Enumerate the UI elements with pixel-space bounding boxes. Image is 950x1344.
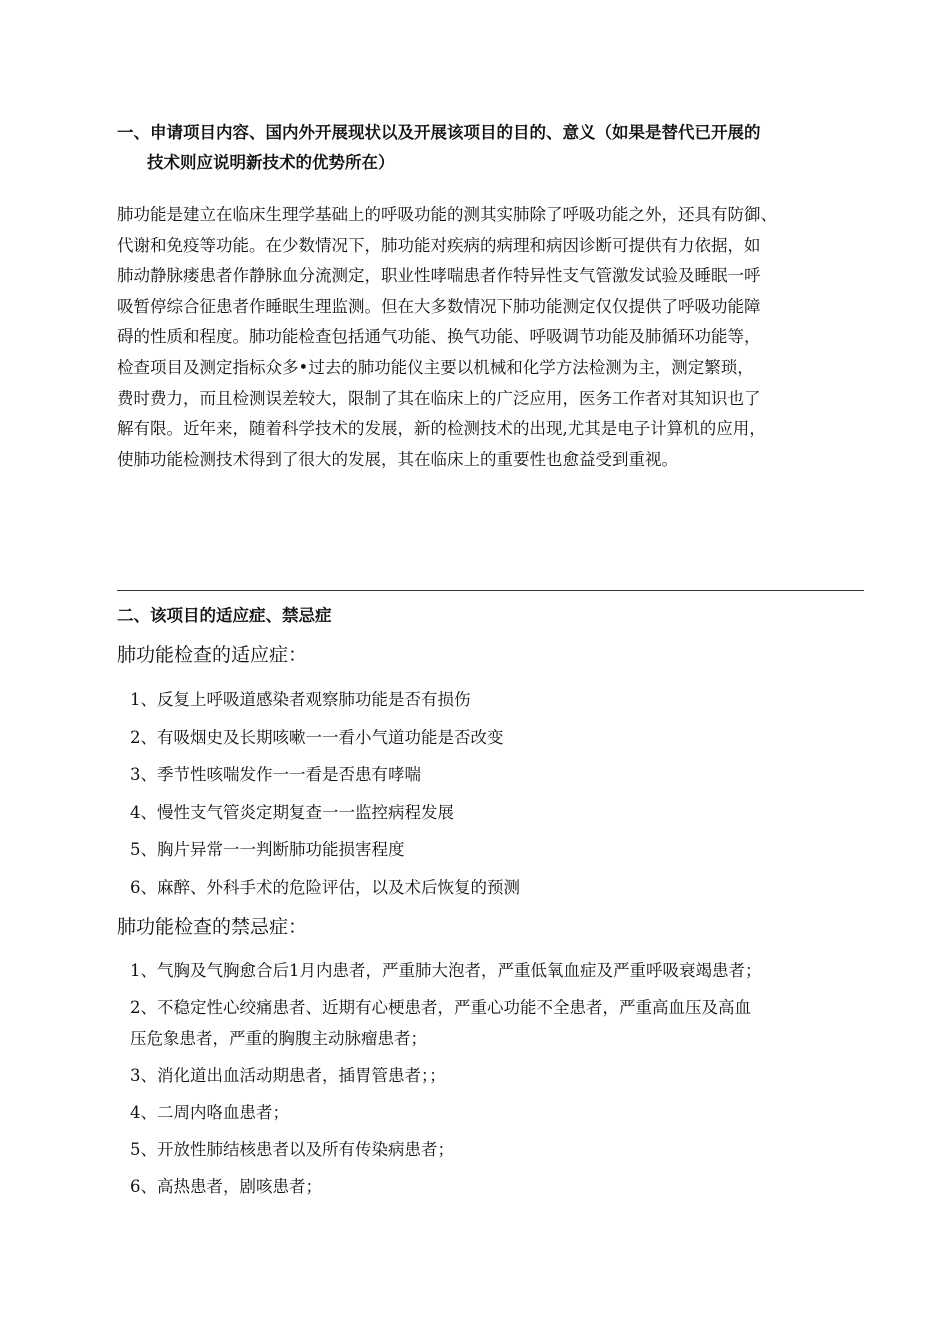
list-item: 6、高热患者，剧咳患者； <box>130 1177 322 1196</box>
list-item: 3、季节性咳喘发作一一看是否患有哮喘 <box>130 765 421 784</box>
section1-heading-line1: 一、申请项目内容、国内外开展现状以及开展该项目的目的、意义（如果是替代已开展的 <box>117 123 761 142</box>
paragraph-line: 吸暂停综合征患者作睡眠生理监测。但在大多数情况下肺功能测定仅仅提供了呼吸功能障 <box>117 296 761 316</box>
list-item: 1、气胸及气胸愈合后1月内患者，严重肺大泡者，严重低氧血症及严重呼吸衰竭患者； <box>130 961 762 980</box>
paragraph-line: 肺动静脉瘘患者作静脉血分流测定，职业性哮喘患者作特异性支气管激发试验及睡眠一呼 <box>117 266 761 286</box>
list-item: 4、二周内咯血患者； <box>130 1103 289 1122</box>
paragraph-line: 检查项目及测定指标众多•过去的肺功能仪主要以机械和化学方法检测为主，测定繁琐， <box>117 357 754 377</box>
paragraph-line: 费时费力，而且检测误差较大，限制了其在临床上的广泛应用，医务工作者对其知识也了 <box>117 388 761 408</box>
paragraph-line: 代谢和免疫等功能。在少数情况下，肺功能对疾病的病理和病因诊断可提供有力依据，如 <box>117 235 761 255</box>
indications-title: 肺功能检查的适应症： <box>117 644 308 666</box>
list-item: 5、胸片异常一一判断肺功能损害程度 <box>130 840 405 859</box>
contraindications-title: 肺功能检查的禁忌症： <box>117 916 308 938</box>
list-item: 1、反复上呼吸道感染者观察肺功能是否有损伤 <box>130 690 471 709</box>
paragraph-line: 肺功能是建立在临床生理学基础上的呼吸功能的测其实肺除了呼吸功能之外，还具有防御、 <box>117 205 777 224</box>
section2-heading: 二、该项目的适应症、禁忌症 <box>117 606 332 625</box>
paragraph-line: 碍的性质和程度。肺功能检查包括通气功能、换气功能、呼吸调节功能及肺循环功能等， <box>117 327 761 347</box>
list-item: 2、有吸烟史及长期咳嗽一一看小气道功能是否改变 <box>130 727 504 747</box>
contraindications-list <box>130 955 870 1208</box>
list-item: 6、麻醉、外科手术的危险评估，以及术后恢复的预测 <box>130 877 520 897</box>
list-item: 5、开放性肺结核患者以及所有传染病患者； <box>130 1140 454 1159</box>
indications-list <box>130 681 870 906</box>
paragraph-line: 使肺功能检测技术得到了很大的发展，其在临床上的重要性也愈益受到重视。 <box>117 449 678 469</box>
section1-heading <box>117 118 877 178</box>
list-item-line: 压危象患者，严重的胸腹主动脉瘤患者； <box>130 1029 427 1048</box>
paragraph-line: 解有限。近年来，随着科学技术的发展，新的检测技术的出现,尤其是电子计算机的应用， <box>117 419 766 439</box>
section1-heading-line2: 技术则应说明新技术的优势所在） <box>147 153 395 172</box>
horizontal-divider <box>117 590 864 591</box>
section1-paragraph <box>117 200 877 475</box>
list-item: 3、消化道出血活动期患者，插胃管患者；； <box>130 1066 446 1085</box>
list-item <box>130 992 870 1054</box>
list-item-line: 2、不稳定性心绞痛患者、近期有心梗患者，严重心功能不全患者，严重高血压及高血 <box>130 998 751 1017</box>
list-item: 4、慢性支气管炎定期复查一一监控病程发展 <box>130 802 454 822</box>
